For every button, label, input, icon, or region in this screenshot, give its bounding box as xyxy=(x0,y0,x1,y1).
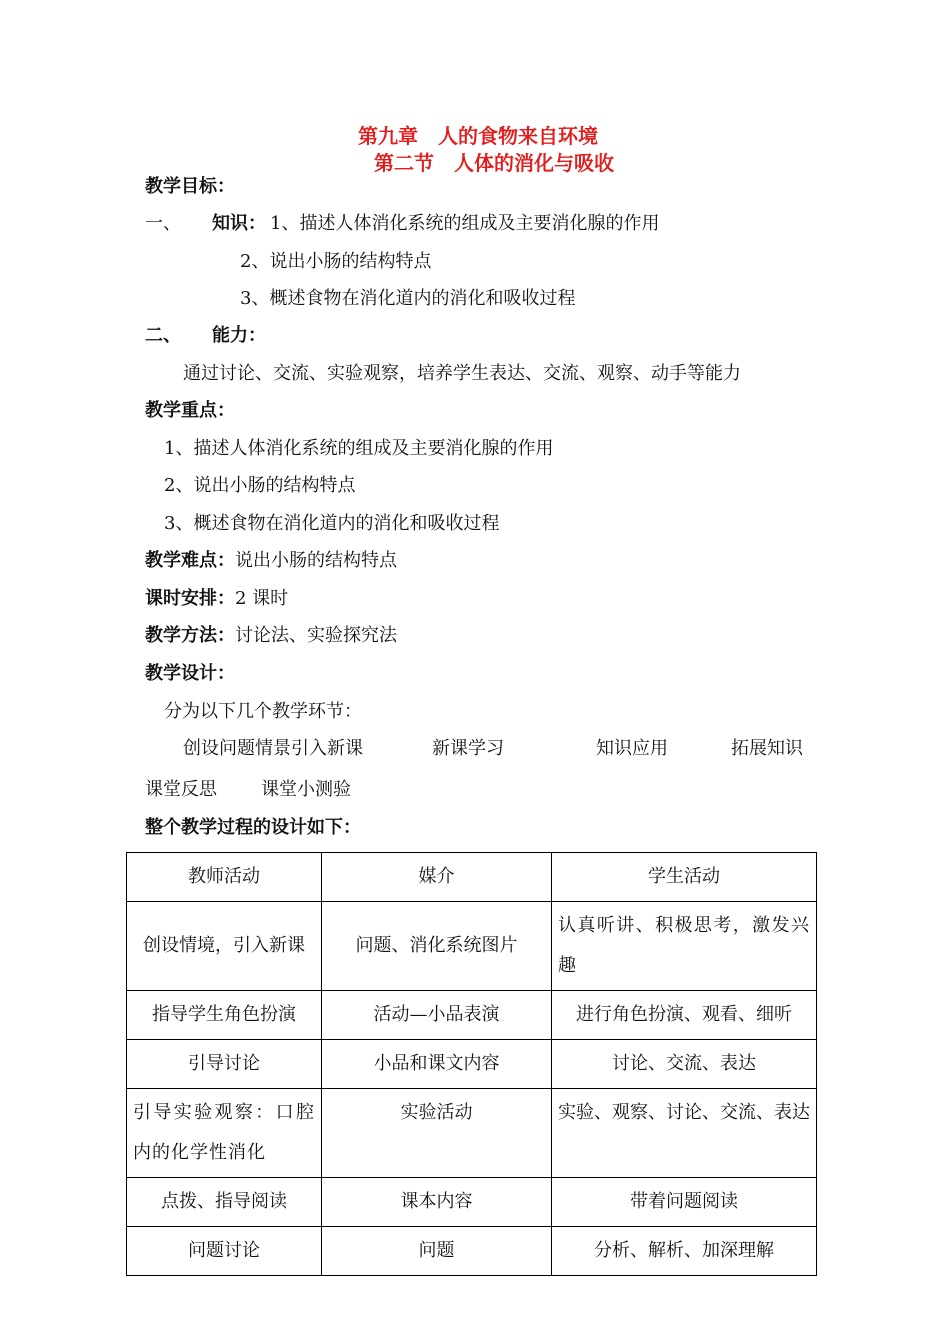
table-cell: 问题 xyxy=(322,1227,552,1276)
teaching-process-table xyxy=(126,852,817,1276)
table-header-row xyxy=(127,853,817,902)
table-cell: 点拨、指导阅读 xyxy=(127,1178,322,1227)
table-cell: 问题、消化系统图片 xyxy=(322,902,552,991)
table-cell: 讨论、交流、表达 xyxy=(552,1040,817,1089)
schedule-text: 2 课时 xyxy=(235,588,289,609)
knowledge-item: 3、概述食物在消化道内的消化和吸收过程 xyxy=(240,288,576,309)
design-stage: 拓展知识 xyxy=(731,738,803,759)
ability-number: 二、 xyxy=(145,325,181,346)
table-cell: 进行角色扮演、观看、细听 xyxy=(552,991,817,1040)
schedule-line xyxy=(145,590,288,608)
table-header: 学生活动 xyxy=(552,853,817,902)
difficulty-text: 说出小肠的结构特点 xyxy=(235,550,397,571)
table-cell: 分析、解析、加深理解 xyxy=(552,1227,817,1276)
table-row xyxy=(127,991,817,1040)
table-cell: 认真听讲、积极思考，激发兴趣 xyxy=(552,902,817,991)
table-cell: 课本内容 xyxy=(322,1178,552,1227)
design-stage: 课堂反思 xyxy=(145,779,217,800)
knowledge-number: 一、 xyxy=(145,213,181,234)
table-row xyxy=(127,1227,817,1276)
table-row xyxy=(127,1040,817,1089)
key-point-item: 1、描述人体消化系统的组成及主要消化腺的作用 xyxy=(164,438,554,459)
methods-line xyxy=(145,627,397,645)
design-intro: 分为以下几个教学环节： xyxy=(164,701,362,722)
table-cell: 活动—小品表演 xyxy=(322,991,552,1040)
schedule-label: 课时安排： xyxy=(145,588,235,609)
table-cell: 实验活动 xyxy=(322,1089,552,1178)
knowledge-label: 知识： xyxy=(212,213,266,234)
design-stage: 课堂小测验 xyxy=(261,779,351,800)
objectives-heading: 教学目标： xyxy=(145,176,235,197)
difficulty-label: 教学难点： xyxy=(145,550,235,571)
design-stage: 创设问题情景引入新课 xyxy=(183,738,363,759)
process-heading: 整个教学过程的设计如下： xyxy=(145,817,361,838)
ability-label: 能力： xyxy=(212,325,266,346)
table-header: 媒介 xyxy=(322,853,552,902)
table-cell: 指导学生角色扮演 xyxy=(127,991,322,1040)
key-point-item: 2、说出小肠的结构特点 xyxy=(164,475,356,496)
table-row xyxy=(127,1089,817,1178)
table-cell: 引导实验观察：口腔内的化学性消化 xyxy=(127,1089,322,1178)
key-points-heading: 教学重点： xyxy=(145,400,235,421)
table-cell: 问题讨论 xyxy=(127,1227,322,1276)
table-cell: 实验、观察、讨论、交流、表达 xyxy=(552,1089,817,1178)
design-stage: 新课学习 xyxy=(432,738,504,759)
table-row xyxy=(127,902,817,991)
design-heading: 教学设计： xyxy=(145,663,235,684)
knowledge-item: 2、说出小肠的结构特点 xyxy=(240,251,432,272)
table-cell: 创设情境，引入新课 xyxy=(127,902,322,991)
chapter-title: 第九章 人的食物来自环境 xyxy=(358,124,598,148)
design-stage: 知识应用 xyxy=(596,738,668,759)
key-point-item: 3、概述食物在消化道内的消化和吸收过程 xyxy=(164,513,500,534)
section-title: 第二节 人体的消化与吸收 xyxy=(374,151,614,175)
ability-text: 通过讨论、交流、实验观察，培养学生表达、交流、观察、动手等能力 xyxy=(183,363,741,384)
methods-text: 讨论法、实验探究法 xyxy=(235,625,397,646)
table-cell: 引导讨论 xyxy=(127,1040,322,1089)
knowledge-item: 1、描述人体消化系统的组成及主要消化腺的作用 xyxy=(270,213,660,234)
difficulty-line xyxy=(145,552,397,570)
methods-label: 教学方法： xyxy=(145,625,235,646)
table-cell: 带着问题阅读 xyxy=(552,1178,817,1227)
table-cell: 小品和课文内容 xyxy=(322,1040,552,1089)
table-row xyxy=(127,1178,817,1227)
table-header: 教师活动 xyxy=(127,853,322,902)
